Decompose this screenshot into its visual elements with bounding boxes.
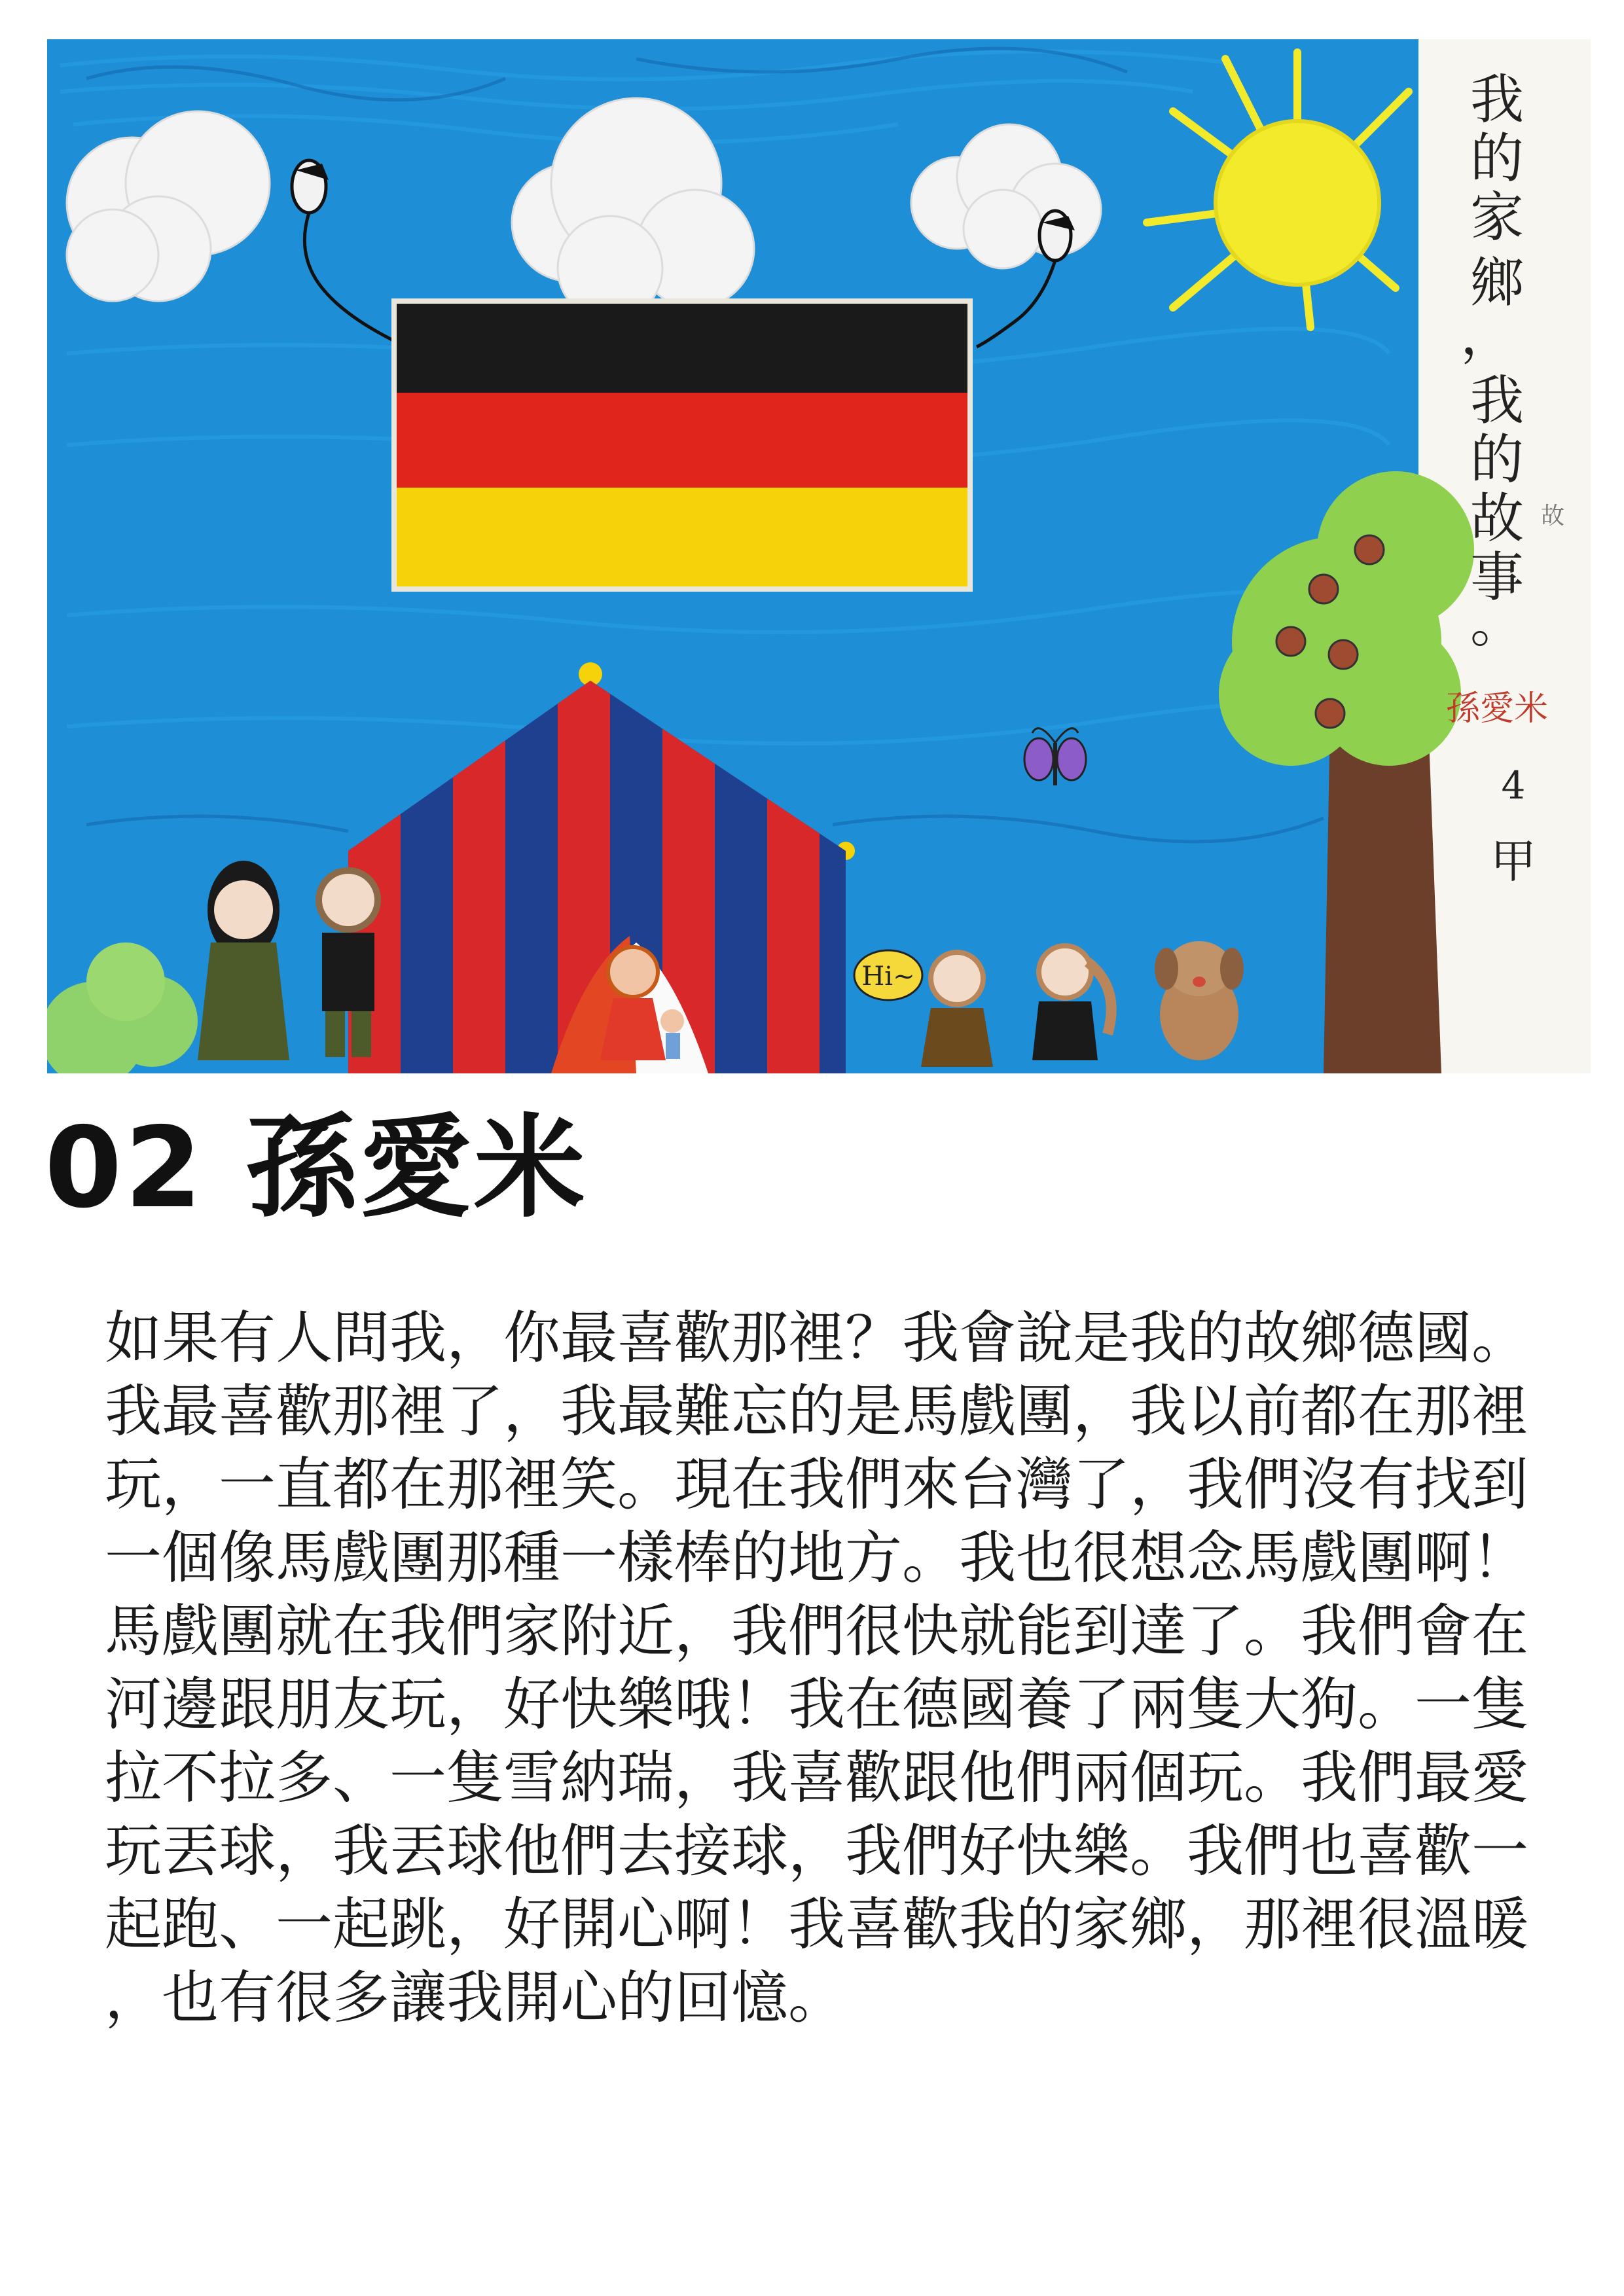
story-text [105, 1301, 1528, 2034]
page-heading [45, 1103, 588, 1233]
story-line: 玩，一直都在那裡笑。現在我們來台灣了，我們沒有找到 [105, 1451, 1528, 1518]
handwritten-title-char: 事 [1470, 547, 1525, 609]
story-line: 玩丟球，我丟球他們去接球，我們好快樂。我們也喜歡一 [105, 1818, 1528, 1884]
handwritten-title-char: 我 [1470, 370, 1525, 432]
handwritten-title-char: 故 [1470, 488, 1525, 550]
signature: 孫愛米 [1445, 689, 1549, 728]
story-line: 我最喜歡那裡了，我最難忘的是馬戲團，我以前都在那裡 [105, 1378, 1528, 1444]
author-name: 孫愛米 [245, 1103, 588, 1233]
story-line: 起跑、一起跳，好開心啊！我喜歡我的家鄉，那裡很溫暖 [105, 1891, 1528, 1958]
child-drawing [47, 39, 1591, 1073]
handwritten-title-char: 鄉 [1470, 252, 1525, 314]
girl-ponytail-left [921, 952, 993, 1067]
handwritten-title-char: ， [1460, 304, 1515, 367]
handwritten-title-char: 我 [1470, 69, 1525, 131]
handwritten-title-char: 的 [1470, 429, 1525, 491]
entry-number: 02 [45, 1103, 205, 1233]
speech-bubble [854, 950, 922, 1000]
speech-bubble-text: Hi~ [861, 961, 915, 992]
story-line: 馬戲團就在我們家附近，我們很快就能到達了。我們會在 [105, 1598, 1528, 1664]
handwritten-title-char: 的 [1470, 128, 1525, 190]
story-line: 拉不拉多、一隻雪納瑞，我喜歡跟他們兩個玩。我們最愛 [105, 1744, 1528, 1811]
story-line: 河邊跟朋友玩，好快樂哦！我在德國養了兩隻大狗。一隻 [105, 1671, 1528, 1738]
handwritten-correction: 故 [1540, 503, 1565, 529]
story-line: 如果有人問我，你最喜歡那裡？我會說是我的故鄉德國。 [105, 1304, 1528, 1371]
grade-number: 4 [1501, 763, 1526, 808]
german-flag [394, 301, 970, 589]
handwritten-title-char: 家 [1470, 187, 1525, 249]
story-line: ，也有很多讓我開心的回憶。 [105, 1964, 845, 2031]
girl-black-hair [198, 861, 289, 1060]
class-name: 甲 [1490, 834, 1536, 888]
handwritten-title-char: 。 [1470, 592, 1525, 655]
story-line: 一個像馬戲團那種一樣棒的地方。我也很想念馬戲團啊！ [105, 1524, 1528, 1591]
